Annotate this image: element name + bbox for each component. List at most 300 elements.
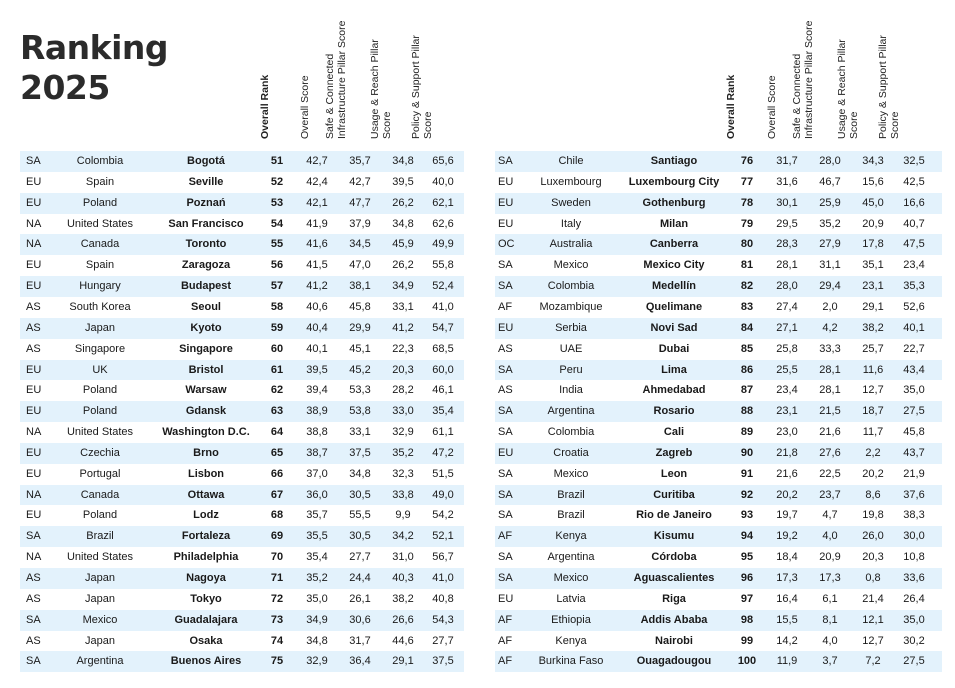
cell-safe: 4,0	[822, 634, 838, 647]
cell-usage: 9,9	[395, 509, 411, 522]
cell-overall: 19,2	[776, 530, 798, 543]
cell-rank: 87	[740, 384, 754, 397]
cell-country: India	[559, 384, 583, 397]
table-row	[20, 589, 464, 610]
table-row	[495, 151, 942, 172]
cell-policy: 43,4	[903, 363, 925, 376]
cell-city: Santiago	[650, 155, 698, 167]
cell-overall: 40,4	[306, 321, 328, 334]
title-line-2: 2025	[20, 68, 110, 107]
cell-safe: 45,1	[349, 342, 371, 355]
table-row	[495, 589, 942, 610]
cell-usage: 20,2	[862, 467, 884, 480]
cell-city: San Francisco	[168, 217, 244, 230]
cell-city: Brno	[193, 446, 219, 459]
cell-rank: 68	[270, 509, 284, 522]
table-row	[495, 214, 942, 235]
cell-policy: 51,5	[432, 467, 454, 480]
cell-overall: 21,8	[776, 446, 798, 459]
cell-rank: 78	[740, 196, 754, 209]
cell-rank: 55	[270, 238, 284, 251]
cell-policy: 41,0	[432, 572, 454, 584]
cell-city: Dubai	[658, 342, 690, 355]
cell-policy: 49,0	[432, 488, 454, 501]
cell-rank: 53	[270, 196, 284, 209]
cell-policy: 41,0	[432, 300, 454, 313]
column-header-policy-support-line: Score	[889, 111, 901, 139]
cell-policy: 35,3	[903, 280, 925, 293]
cell-policy: 27,5	[903, 405, 925, 418]
cell-city: Ouagadougou	[636, 655, 712, 668]
cell-rank: 71	[270, 572, 284, 584]
cell-overall: 41,9	[306, 217, 328, 230]
cell-safe: 55,5	[349, 509, 371, 522]
cell-country: Poland	[82, 384, 118, 397]
cell-usage: 35,2	[392, 446, 414, 459]
cell-country: Mozambique	[539, 300, 603, 313]
cell-safe: 8,1	[822, 613, 838, 626]
cell-city: Novi Sad	[650, 321, 698, 334]
column-header-usage-reach-line: Score	[381, 111, 393, 139]
cell-usage: 29,1	[862, 300, 884, 313]
cell-region: SA	[498, 509, 513, 522]
cell-overall: 17,3	[776, 572, 798, 584]
cell-policy: 61,1	[432, 426, 454, 439]
cell-city: Nagoya	[186, 572, 226, 584]
cell-safe: 53,3	[349, 384, 371, 397]
cell-usage: 32,3	[392, 467, 414, 480]
cell-region: SA	[498, 280, 513, 293]
cell-overall: 28,1	[776, 259, 798, 272]
cell-rank: 80	[740, 238, 754, 251]
cell-city: Cali	[663, 426, 685, 439]
cell-overall: 41,6	[306, 238, 328, 251]
cell-city: Curitiba	[653, 488, 695, 501]
cell-country: Poland	[82, 405, 118, 418]
column-header-usage-reach	[369, 39, 393, 139]
cell-region: SA	[498, 551, 513, 564]
cell-region: EU	[498, 175, 514, 188]
cell-city: Poznań	[186, 196, 226, 209]
cell-region: EU	[498, 196, 514, 209]
table-row	[495, 464, 942, 485]
cell-region: AS	[26, 342, 41, 355]
cell-country: Poland	[82, 196, 118, 209]
cell-overall: 39,5	[306, 363, 328, 376]
cell-city: Zaragoza	[181, 259, 231, 272]
cell-safe: 28,1	[819, 384, 841, 397]
cell-rank: 85	[740, 342, 754, 355]
cell-safe: 37,5	[349, 446, 371, 459]
cell-overall: 42,4	[306, 175, 328, 188]
cell-overall: 36,0	[306, 488, 328, 501]
cell-safe: 30,5	[349, 530, 371, 543]
cell-city: Toronto	[185, 238, 227, 251]
column-header-safe-connected-line: Infrastructure Pillar Score	[803, 20, 815, 139]
cell-usage: 25,7	[862, 342, 884, 355]
cell-city: Rio de Janeiro	[636, 509, 712, 522]
cell-policy: 54,7	[432, 321, 454, 334]
cell-safe: 29,9	[349, 321, 371, 334]
cell-country: Brazil	[86, 530, 114, 543]
cell-rank: 65	[270, 446, 284, 459]
cell-policy: 43,7	[903, 446, 925, 459]
cell-city: Lodz	[193, 509, 219, 522]
cell-policy: 35,4	[432, 405, 454, 418]
cell-city: Bristol	[188, 363, 224, 376]
cell-safe: 53,8	[349, 405, 371, 418]
cell-region: SA	[498, 155, 513, 167]
cell-rank: 69	[270, 530, 284, 543]
cell-usage: 7,2	[865, 655, 881, 668]
cell-policy: 56,7	[432, 551, 454, 564]
cell-usage: 17,8	[862, 238, 884, 251]
cell-safe: 33,1	[349, 426, 371, 439]
cell-policy: 47,2	[432, 446, 454, 459]
cell-usage: 34,3	[862, 155, 884, 167]
cell-policy: 21,9	[903, 467, 925, 480]
table-row	[495, 422, 942, 443]
cell-rank: 99	[740, 634, 754, 647]
cell-usage: 12,7	[862, 634, 884, 647]
cell-overall: 35,7	[306, 509, 328, 522]
cell-rank: 60	[270, 342, 284, 355]
table-row	[20, 214, 464, 235]
cell-usage: 34,2	[392, 530, 414, 543]
cell-usage: 8,6	[865, 488, 881, 501]
cell-policy: 65,6	[432, 155, 454, 167]
cell-rank: 58	[270, 300, 284, 313]
table-row	[495, 631, 942, 652]
cell-policy: 52,4	[432, 280, 454, 293]
cell-rank: 74	[270, 634, 284, 647]
cell-city: Quelimane	[645, 300, 703, 313]
cell-region: EU	[498, 217, 514, 230]
cell-usage: 11,7	[862, 426, 884, 439]
cell-safe: 27,7	[349, 551, 371, 564]
cell-city: Milan	[659, 217, 689, 230]
cell-usage: 34,9	[392, 280, 414, 293]
cell-overall: 31,7	[776, 155, 798, 167]
cell-usage: 19,8	[862, 509, 884, 522]
cell-safe: 47,0	[349, 259, 371, 272]
cell-country: Poland	[82, 509, 118, 522]
cell-region: AS	[26, 300, 41, 313]
cell-region: EU	[26, 280, 42, 293]
cell-safe: 31,7	[349, 634, 371, 647]
cell-policy: 52,6	[903, 300, 925, 313]
cell-usage: 33,8	[392, 488, 414, 501]
cell-usage: 18,7	[862, 405, 884, 418]
cell-rank: 59	[270, 321, 284, 334]
table-row	[20, 193, 464, 214]
cell-city: Fortaleza	[181, 530, 231, 543]
cell-city: Addis Ababa	[640, 613, 708, 626]
cell-policy: 55,8	[432, 259, 454, 272]
cell-overall: 25,5	[776, 363, 798, 376]
cell-safe: 6,1	[822, 592, 838, 605]
cell-city: Leon	[660, 467, 688, 480]
cell-rank: 93	[740, 509, 754, 522]
table-row	[20, 651, 464, 672]
cell-usage: 35,1	[862, 259, 884, 272]
table-row	[495, 401, 942, 422]
cell-region: NA	[26, 426, 42, 439]
column-header-safe-connected	[324, 21, 348, 139]
cell-country: United States	[66, 426, 134, 439]
cell-usage: 12,1	[862, 613, 884, 626]
cell-overall: 40,1	[306, 342, 328, 355]
table-row	[495, 234, 942, 255]
table-row	[495, 610, 942, 631]
column-header-safe-connected-line: Safe & Connected	[791, 53, 803, 139]
cell-safe: 37,9	[349, 217, 371, 230]
cell-rank: 63	[270, 405, 284, 418]
cell-rank: 83	[740, 300, 754, 313]
cell-policy: 40,0	[432, 175, 454, 188]
table-row	[20, 380, 464, 401]
cell-policy: 40,7	[903, 217, 925, 230]
cell-city: Budapest	[180, 280, 232, 293]
cell-usage: 2,2	[865, 446, 881, 459]
cell-policy: 33,6	[903, 572, 925, 584]
cell-safe: 35,7	[349, 155, 371, 167]
cell-country: Argentina	[547, 551, 595, 564]
column-header-policy-support-line: Score	[422, 111, 434, 139]
table-row	[20, 255, 464, 276]
cell-overall: 35,2	[306, 572, 328, 584]
cell-overall: 25,8	[776, 342, 798, 355]
cell-rank: 70	[270, 551, 284, 564]
cell-overall: 21,6	[776, 467, 798, 480]
cell-region: AS	[26, 321, 41, 334]
cell-country: Spain	[85, 175, 115, 188]
cell-overall: 42,7	[306, 155, 328, 167]
cell-overall: 18,4	[776, 551, 798, 564]
cell-country: Colombia	[547, 426, 595, 439]
cell-region: OC	[498, 238, 515, 251]
cell-country: Colombia	[76, 155, 124, 167]
cell-overall: 11,9	[776, 655, 798, 668]
cell-rank: 98	[740, 613, 754, 626]
table-row	[20, 568, 464, 589]
cell-safe: 29,4	[819, 280, 841, 293]
column-header-usage-reach	[836, 39, 860, 139]
table-row	[20, 172, 464, 193]
cell-overall: 34,9	[306, 613, 328, 626]
cell-safe: 28,0	[819, 155, 841, 167]
cell-country: Canada	[80, 488, 120, 501]
cell-usage: 45,0	[862, 196, 884, 209]
table-row	[495, 255, 942, 276]
cell-policy: 62,6	[432, 217, 454, 230]
cell-rank: 75	[270, 655, 284, 668]
cell-rank: 62	[270, 384, 284, 397]
cell-usage: 33,1	[392, 300, 414, 313]
cell-country: United States	[66, 217, 134, 230]
cell-city: Zagreb	[655, 446, 693, 459]
cell-rank: 54	[270, 217, 284, 230]
cell-region: EU	[26, 384, 42, 397]
cell-country: Singapore	[74, 342, 126, 355]
cell-rank: 94	[740, 530, 754, 543]
cell-safe: 21,6	[819, 426, 841, 439]
cell-country: Argentina	[76, 655, 124, 668]
table-row	[495, 568, 942, 589]
cell-region: AS	[26, 572, 41, 584]
cell-city: Bogotá	[187, 155, 225, 167]
cell-country: Colombia	[547, 280, 595, 293]
cell-policy: 68,5	[432, 342, 454, 355]
cell-usage: 23,1	[862, 280, 884, 293]
table-row	[20, 526, 464, 547]
cell-overall: 34,8	[306, 634, 328, 647]
cell-country: Luxembourg	[540, 175, 602, 188]
cell-rank: 61	[270, 363, 284, 376]
cell-overall: 38,7	[306, 446, 328, 459]
cell-region: EU	[26, 467, 42, 480]
cell-overall: 38,9	[306, 405, 328, 418]
cell-rank: 76	[740, 155, 754, 167]
cell-region: SA	[498, 259, 513, 272]
cell-usage: 26,2	[392, 259, 414, 272]
cell-rank: 52	[270, 175, 284, 188]
cell-region: EU	[26, 175, 42, 188]
cell-city: Kyoto	[190, 321, 222, 334]
cell-rank: 77	[740, 175, 754, 188]
cell-policy: 27,5	[903, 655, 925, 668]
cell-policy: 45,8	[903, 426, 925, 439]
cell-usage: 20,3	[392, 363, 414, 376]
cell-city: Córdoba	[651, 551, 697, 564]
cell-region: SA	[26, 155, 41, 167]
column-header-overall-rank-line: Overall Rank	[725, 74, 737, 139]
column-header-overall-rank	[259, 75, 271, 139]
cell-overall: 31,6	[776, 175, 798, 188]
cell-country: Ethiopia	[551, 613, 591, 626]
cell-policy: 35,0	[903, 384, 925, 397]
table-row	[20, 610, 464, 631]
cell-region: SA	[498, 467, 513, 480]
cell-policy: 27,7	[432, 634, 454, 647]
cell-country: Kenya	[555, 530, 587, 543]
table-row	[495, 380, 942, 401]
table-row	[20, 339, 464, 360]
cell-rank: 57	[270, 280, 284, 293]
cell-region: AF	[498, 530, 513, 543]
table-row	[495, 339, 942, 360]
cell-rank: 82	[740, 280, 754, 293]
cell-region: EU	[26, 405, 42, 418]
column-header-safe-connected-line: Infrastructure Pillar Score	[336, 20, 348, 139]
column-header-overall-rank-line: Overall Rank	[259, 74, 271, 139]
cell-policy: 60,0	[432, 363, 454, 376]
cell-region: AF	[498, 613, 513, 626]
cell-overall: 23,0	[776, 426, 798, 439]
cell-country: Czechia	[80, 446, 120, 459]
cell-rank: 86	[740, 363, 754, 376]
cell-country: UAE	[559, 342, 583, 355]
cell-city: Mexico City	[643, 259, 705, 272]
cell-overall: 39,4	[306, 384, 328, 397]
cell-usage: 32,9	[392, 426, 414, 439]
cell-safe: 30,5	[349, 488, 371, 501]
cell-rank: 79	[740, 217, 754, 230]
cell-country: Mexico	[553, 259, 589, 272]
cell-policy: 30,2	[903, 634, 925, 647]
cell-region: AS	[498, 342, 513, 355]
cell-country: South Korea	[69, 300, 131, 313]
title-line-1: Ranking	[20, 28, 169, 67]
cell-usage: 26,6	[392, 613, 414, 626]
cell-country: Mexico	[553, 572, 589, 584]
cell-policy: 49,9	[432, 238, 454, 251]
table-row	[20, 464, 464, 485]
cell-rank: 95	[740, 551, 754, 564]
cell-rank: 56	[270, 259, 284, 272]
cell-safe: 34,8	[349, 467, 371, 480]
cell-rank: 64	[270, 426, 284, 439]
cell-policy: 30,0	[903, 530, 925, 543]
cell-policy: 37,6	[903, 488, 925, 501]
table-row	[495, 485, 942, 506]
cell-usage: 41,2	[392, 321, 414, 334]
cell-usage: 0,8	[865, 572, 881, 584]
cell-country: Burkina Faso	[538, 655, 604, 668]
cell-usage: 21,4	[862, 592, 884, 605]
cell-safe: 28,1	[819, 363, 841, 376]
cell-city: Nairobi	[655, 634, 693, 647]
table-row	[20, 422, 464, 443]
cell-rank: 91	[740, 467, 754, 480]
cell-region: NA	[26, 551, 42, 564]
cell-policy: 62,1	[432, 196, 454, 209]
cell-overall: 28,3	[776, 238, 798, 251]
cell-policy: 32,5	[903, 155, 925, 167]
cell-policy: 37,5	[432, 655, 454, 668]
cell-rank: 67	[270, 488, 284, 501]
cell-safe: 31,1	[819, 259, 841, 272]
cell-country: Sweden	[551, 196, 591, 209]
cell-safe: 20,9	[819, 551, 841, 564]
column-header-overall-score-line: Overall Score	[766, 75, 778, 139]
table-row	[495, 172, 942, 193]
cell-overall: 14,2	[776, 634, 798, 647]
cell-city: Medellín	[651, 280, 696, 293]
cell-overall: 20,2	[776, 488, 798, 501]
cell-country: Japan	[85, 572, 115, 584]
cell-usage: 26,0	[862, 530, 884, 543]
cell-overall: 27,1	[776, 321, 798, 334]
cell-country: Japan	[85, 321, 115, 334]
cell-country: Australia	[549, 238, 593, 251]
cell-safe: 35,2	[819, 217, 841, 230]
cell-rank: 81	[740, 259, 754, 272]
cell-region: EU	[26, 363, 42, 376]
cell-policy: 42,5	[903, 175, 925, 188]
cell-policy: 23,4	[903, 259, 925, 272]
cell-region: EU	[498, 592, 514, 605]
cell-safe: 24,4	[349, 572, 371, 584]
column-header-safe-connected-line: Safe & Connected	[324, 53, 336, 139]
cell-overall: 23,1	[776, 405, 798, 418]
cell-city: Tokyo	[190, 592, 222, 605]
column-header-overall-rank	[725, 75, 737, 139]
cell-policy: 40,8	[432, 592, 454, 605]
cell-rank: 72	[270, 592, 284, 605]
cell-policy: 35,0	[903, 613, 925, 626]
cell-country: Chile	[558, 155, 584, 167]
